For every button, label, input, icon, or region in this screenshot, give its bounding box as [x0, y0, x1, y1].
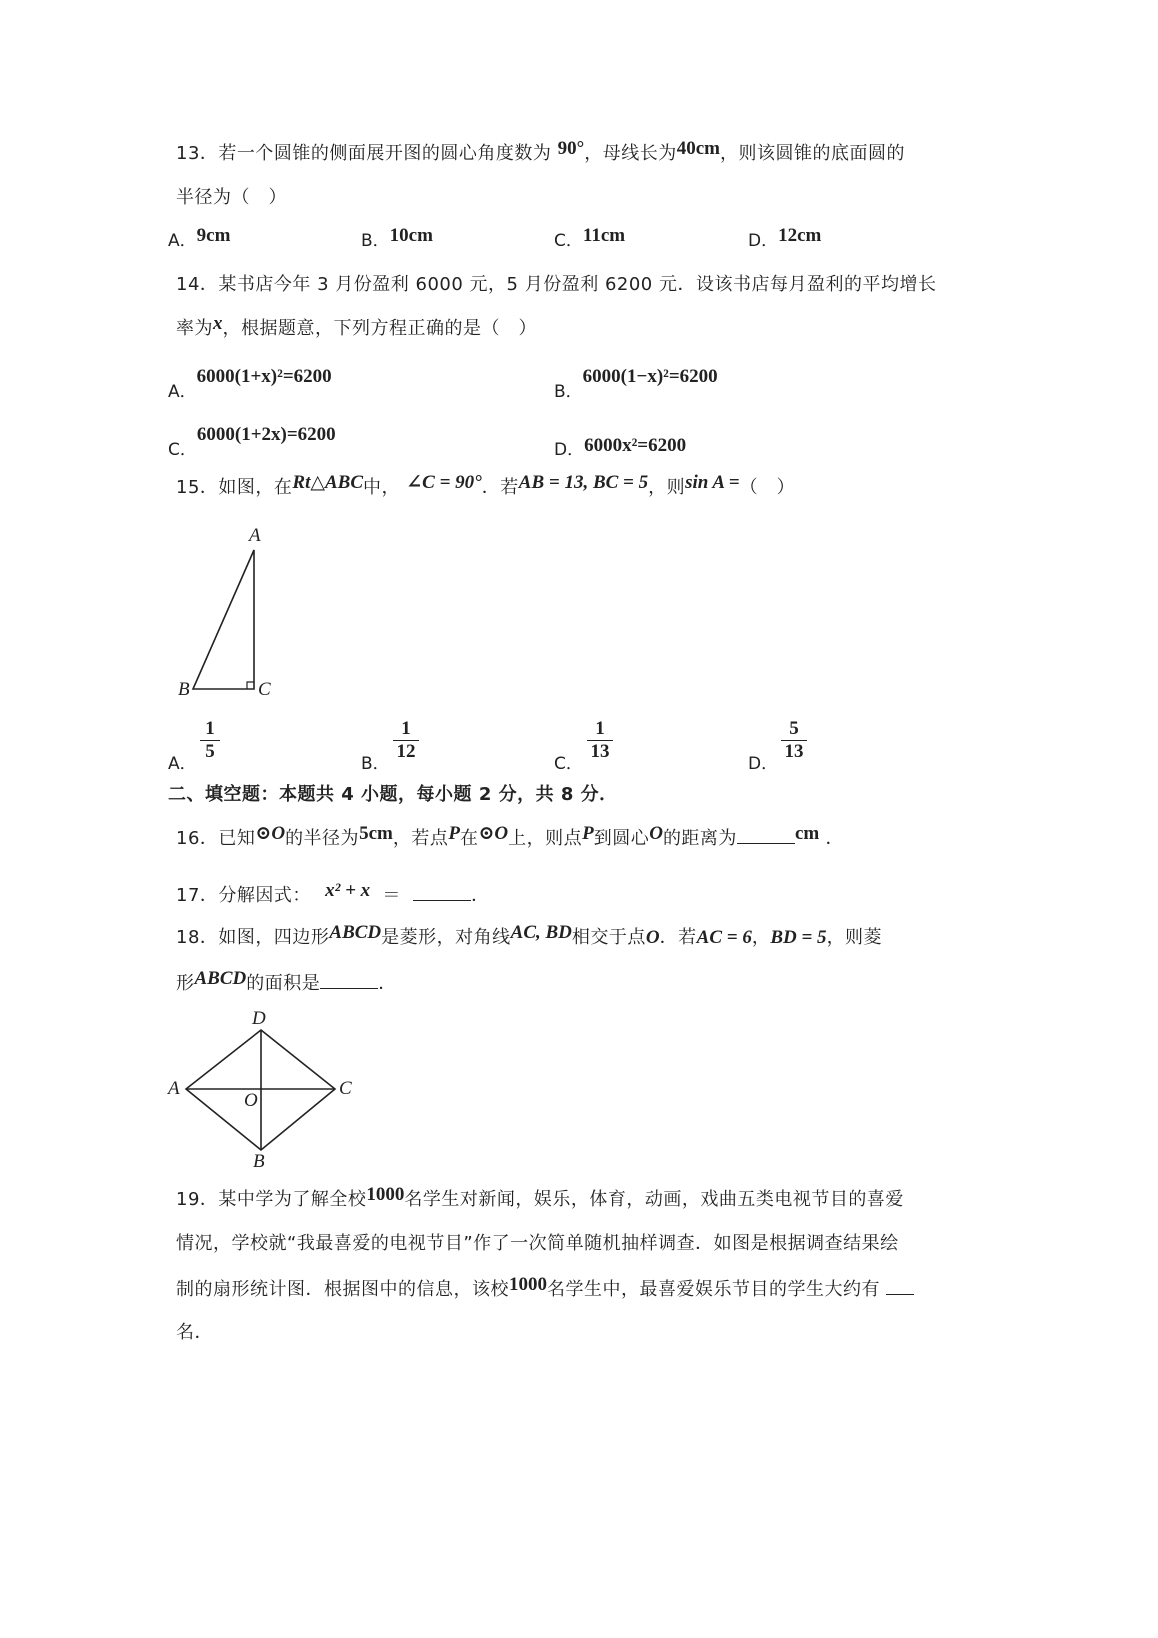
q15-option-c-fraction[interactable]: 1 13 [587, 718, 613, 763]
q15-option-b-label[interactable]: B． [361, 754, 390, 774]
q18-line2: 形ABCD的面积是 ． [176, 968, 397, 994]
q15-angle: ∠C = 90° [406, 472, 482, 493]
q14-variable: x [213, 313, 223, 334]
q15-option-a-fraction[interactable]: 1 5 [200, 718, 220, 763]
q13-line1: 13．若一个圆锥的侧面展开图的圆心角度数为 90°，母线长为40cm，则该圆锥的底面圆的 [176, 138, 906, 164]
q13-option-b[interactable]: B．10cm [361, 225, 433, 251]
q13-option-c[interactable]: C．11cm [554, 225, 626, 251]
q17-expression: x² + x [325, 880, 371, 901]
rhombus-label-b: B [253, 1151, 265, 1172]
q14-line2: 率为x，根据题意，下列方程正确的是（ ） [176, 313, 537, 339]
q13-option-d[interactable]: D．12cm [748, 225, 822, 251]
q15-triangle: Rt△ABC [292, 472, 363, 493]
q19-answer-blank[interactable] [886, 1276, 914, 1295]
q13-option-a[interactable]: A．9cm [168, 225, 231, 251]
q16-line: 16．已知⊙O的半径为5cm，若点P在⊙O上，则点P到圆心O的距离为 cm ． [176, 823, 844, 849]
q15-sides: AB = 13, BC = 5 [518, 472, 649, 493]
q16-number: 16． [176, 828, 219, 849]
section-heading: 二、填空题：本题共 4 小题，每小题 2 分，共 8 分． [168, 784, 618, 805]
q15-line1: 15．如图，在Rt△ABC中， ∠C = 90°．若AB = 13, BC = 5，则sin A =（ ） [176, 472, 796, 498]
q15-option-b-fraction[interactable]: 1 12 [393, 718, 419, 763]
q18-number: 18． [176, 927, 219, 948]
rhombus-label-o: O [244, 1090, 258, 1111]
q19-line2: 情况，学校就“我最喜爱的电视节目”作了一次简单随机抽样调查．如图是根据调查结果绘 [176, 1233, 899, 1254]
q14-option-b[interactable]: B．6000(1−x)²=6200 [554, 366, 718, 402]
q18-line1: 18．如图，四边形ABCD是菱形，对角线AC, BD相交于点O．若AC = 6，BD = 5，则菱 [176, 922, 883, 948]
q15-option-d-label[interactable]: D． [748, 754, 779, 774]
q17-answer-blank[interactable] [413, 882, 471, 901]
q15-sin: sin A = [685, 472, 740, 493]
q16-answer-blank[interactable] [737, 825, 795, 844]
q17-line: 17．分解因式： x² + x ＝ ． [176, 880, 490, 906]
q18-answer-blank[interactable] [320, 970, 378, 989]
q14-option-c[interactable]: C．6000(1+2x)=6200 [168, 424, 336, 460]
rhombus-label-c: C [339, 1078, 352, 1099]
q14-option-d[interactable]: D．6000x²=6200 [554, 435, 687, 460]
q13-angle: 90° [557, 138, 585, 159]
q15-option-d-fraction[interactable]: 5 13 [781, 718, 807, 763]
q15-number: 15． [176, 477, 219, 498]
q15-option-a-label[interactable]: A． [168, 754, 197, 774]
q13-number: 13． [176, 143, 219, 164]
q19-number: 19． [176, 1189, 219, 1210]
q14-number: 14． [176, 274, 219, 295]
q13-length: 40cm [676, 138, 721, 159]
q19-line1: 19．某中学为了解全校1000名学生对新闻，娱乐，体育，动画，戏曲五类电视节目的喜爱 [176, 1184, 904, 1210]
q19-line4: 名． [176, 1322, 213, 1343]
rhombus-label-a: A [168, 1078, 180, 1099]
q14-option-a[interactable]: A．6000(1+x)²=6200 [168, 366, 332, 402]
triangle-label-c: C [258, 679, 271, 700]
rhombus-label-d: D [252, 1008, 266, 1029]
triangle-label-b: B [178, 679, 190, 700]
triangle-label-a: A [249, 525, 261, 546]
q14-line1: 14．某书店今年 3 月份盈利 6000 元，5 月份盈利 6200 元．设该书店每月盈利的平均增长 [176, 274, 937, 295]
q17-number: 17． [176, 885, 219, 906]
q13-line2: 半径为（ ） [176, 187, 287, 208]
q19-line3: 制的扇形统计图．根据图中的信息，该校1000名学生中，最喜爱娱乐节目的学生大约有 [176, 1276, 914, 1302]
q15-option-c-label[interactable]: C． [554, 754, 583, 774]
